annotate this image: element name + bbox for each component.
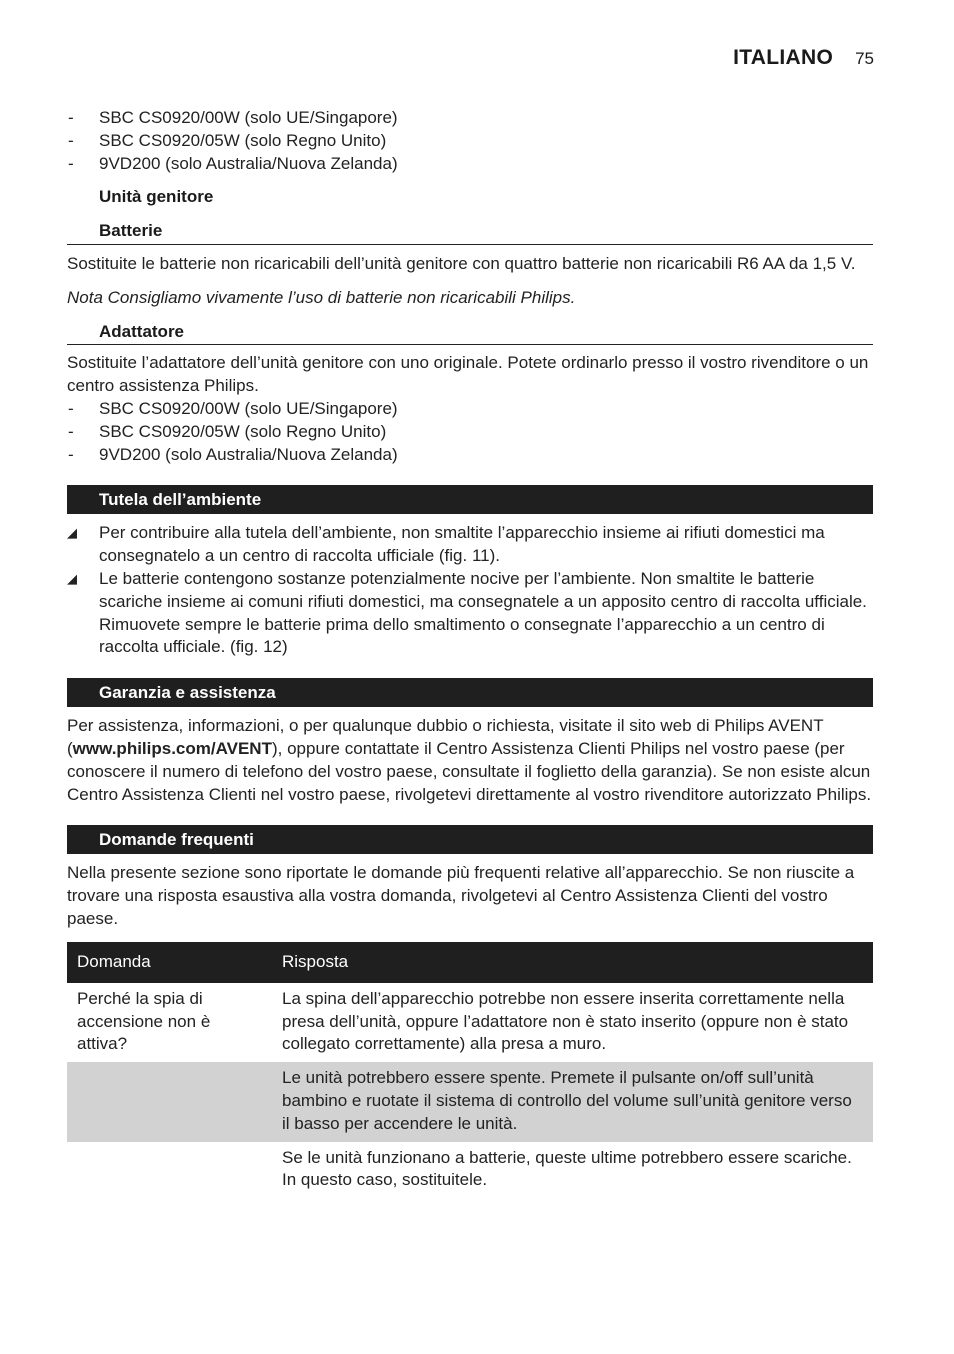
environment-item-text: Per contribuire alla tutela dell’ambiente, non smaltite l’apparecchio insieme ai rifiuti domestici ma consegnatelo a un centro di raccolta ufficiale (fig. 11). <box>99 523 825 566</box>
adapter-model-list-top <box>67 107 873 175</box>
faq-intro: Nella presente sezione sono riportate le domande più frequenti relative all’apparecchio. Se non riuscite a trovare una risposta esaustiva alla vostra domanda, rivolgetevi al Centro Assistenza Clienti del vostro paese. <box>67 863 855 928</box>
batteries-heading: Batterie <box>67 220 873 245</box>
warranty-text-after: ), oppure contattate il Centro Assistenza Clienti Philips nel vostro paese (per conoscere il numero di telefono del vostro paese, consultate il foglietto della garanzia). Se non esiste alcun Centro Assistenza Clienti nel vostro paese, rivolgetevi direttamente al vostro rivenditore autorizzato Philips. <box>67 738 872 804</box>
faq-table <box>67 942 873 1198</box>
faq-table-header <box>67 942 873 983</box>
table-row <box>67 1142 873 1199</box>
question-cell <box>67 1142 272 1199</box>
warranty-text <box>67 715 873 806</box>
list-item <box>67 568 873 659</box>
triangle-bullet-icon: ◢ <box>67 570 77 586</box>
environment-item-text: Le batterie contengono sostanze potenzialmente nocive per l’ambiente. Non smaltite le batterie scariche insieme ai comuni rifiuti domestici, ma consegnatele a un apposito centro di raccolta ufficiale. Rimuovete sempre le batterie prima dello smaltimento o consegnate l’apparecchio a un centro di raccolta ufficiale. (fig. 12) <box>99 568 867 657</box>
page-number: 75 <box>855 49 874 68</box>
warranty-heading: Garanzia e assistenza <box>67 678 873 707</box>
environment-heading: Tutela dell’ambiente <box>67 485 873 514</box>
list-item <box>67 522 873 568</box>
answer-cell: Se le unità funzionano a batterie, queste ultime potrebbero essere scariche. In questo caso, sostituitele. <box>282 1147 852 1190</box>
question-cell: Perché la spia di accensione non è attiva? <box>77 988 211 1054</box>
faq-heading: Domande frequenti <box>67 825 873 854</box>
list-item: - 9VD200 (solo Australia/Nuova Zelanda) <box>67 444 873 467</box>
triangle-bullet-icon: ◢ <box>67 525 77 541</box>
batteries-note: Nota Consigliamo vivamente l’uso di batterie non ricaricabili Philips. <box>67 287 576 307</box>
answer-cell: La spina dell’apparecchio potrebbe non essere inserita correttamente nella presa dell’unità, oppure l’adattatore non è stato inserito (oppure non è stato collegato correttamente) alla presa a muro. <box>282 988 849 1054</box>
column-header-answer: Risposta <box>272 942 873 983</box>
parent-unit-heading: Unità genitore <box>99 187 214 207</box>
adapter-text: Sostituite l’adattatore dell’unità genitore con uno originale. Potete ordinarlo presso il vostro rivenditore o un centro assistenza Philips. <box>67 353 869 396</box>
batteries-text: Sostituite le batterie non ricaricabili dell’unità genitore con quattro batterie non ricaricabili R6 AA da 1,5 V. <box>67 253 856 273</box>
adapter-heading: Adattatore <box>67 321 873 346</box>
list-item: - 9VD200 (solo Australia/Nuova Zelanda) <box>67 153 873 176</box>
environment-list <box>67 522 873 659</box>
table-row <box>67 983 873 1062</box>
question-cell <box>67 1062 272 1141</box>
answer-cell: Le unità potrebbero essere spente. Premete il pulsante on/off sull’unità bambino e ruotate il sistema di controllo del volume sull’unità genitore verso il basso per accendere le unità. <box>272 1062 873 1141</box>
list-item: - SBC CS0920/00W (solo UE/Singapore) <box>67 107 873 130</box>
warranty-text-before: Per assistenza, informazioni, o per qualunque dubbio o richiesta, visitate il sito web di Philips AVENT ( <box>67 716 824 758</box>
page-header <box>733 47 874 71</box>
adapter-model-list <box>67 398 873 466</box>
table-row <box>67 1062 873 1141</box>
website-link[interactable]: www.philips.com/AVENT <box>72 738 272 758</box>
page-content <box>67 107 873 1198</box>
language-label: ITALIANO <box>733 46 834 69</box>
list-item: - SBC CS0920/05W (solo Regno Unito) <box>67 130 873 153</box>
list-item: - SBC CS0920/05W (solo Regno Unito) <box>67 421 873 444</box>
list-item: - SBC CS0920/00W (solo UE/Singapore) <box>67 398 873 421</box>
column-header-question: Domanda <box>67 942 272 983</box>
